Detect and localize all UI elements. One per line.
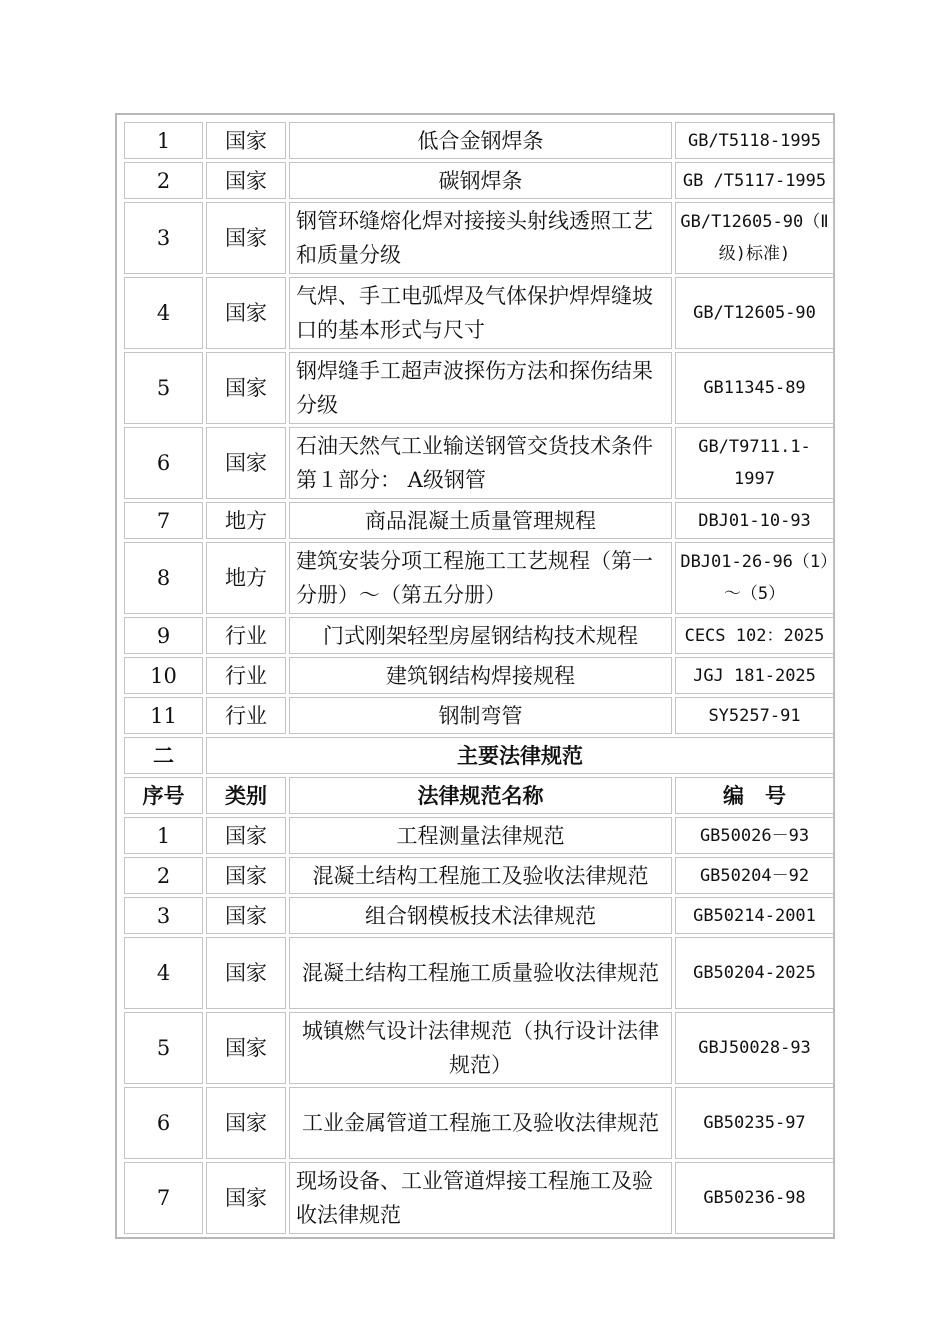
row-name: 混凝土结构工程施工及验收法律规范 xyxy=(289,857,672,894)
table-row xyxy=(124,1162,834,1234)
standards-document xyxy=(115,113,835,1239)
row-category: 国家 xyxy=(206,352,286,424)
table-row xyxy=(124,1087,834,1159)
row-name: 商品混凝土质量管理规程 xyxy=(289,502,672,539)
row-code: GB/T5118-1995 xyxy=(675,122,834,159)
row-code: GBJ50028-93 xyxy=(675,1012,834,1084)
row-category: 国家 xyxy=(206,1012,286,1084)
row-category: 国家 xyxy=(206,1162,286,1234)
row-number: 3 xyxy=(124,897,203,934)
row-code: GB11345-89 xyxy=(675,352,834,424)
row-number: 9 xyxy=(124,617,203,654)
header-name: 法律规范名称 xyxy=(289,777,672,814)
row-number: 4 xyxy=(124,277,203,349)
row-code: DBJ01-10-93 xyxy=(675,502,834,539)
row-category: 地方 xyxy=(206,542,286,614)
table-row xyxy=(124,427,834,499)
header-category: 类别 xyxy=(206,777,286,814)
row-code: DBJ01-26-96（1）～（5） xyxy=(675,542,834,614)
row-category: 国家 xyxy=(206,937,286,1009)
row-category: 行业 xyxy=(206,697,286,734)
table-row xyxy=(124,817,834,854)
row-category: 行业 xyxy=(206,617,286,654)
row-name: 城镇燃气设计法律规范（执行设计法律规范） xyxy=(289,1012,672,1084)
row-code: GB/T12605-90（Ⅱ级)标准) xyxy=(675,202,834,274)
row-number: 5 xyxy=(124,1012,203,1084)
table-row xyxy=(124,202,834,274)
row-code: JGJ 181-2025 xyxy=(675,657,834,694)
row-code: GB /T5117-1995 xyxy=(675,162,834,199)
row-name: 钢制弯管 xyxy=(289,697,672,734)
row-code: GB50235-97 xyxy=(675,1087,834,1159)
row-number: 8 xyxy=(124,542,203,614)
table-row xyxy=(124,857,834,894)
row-name: 组合钢模板技术法律规范 xyxy=(289,897,672,934)
row-name: 门式刚架轻型房屋钢结构技术规程 xyxy=(289,617,672,654)
row-code: CECS 102：2025 xyxy=(675,617,834,654)
row-category: 行业 xyxy=(206,657,286,694)
row-number: 1 xyxy=(124,122,203,159)
row-number: 6 xyxy=(124,427,203,499)
row-name: 建筑安装分项工程施工工艺规程（第一分册）～（第五分册） xyxy=(289,542,672,614)
standards-table xyxy=(121,119,837,1237)
row-category: 国家 xyxy=(206,817,286,854)
row-category: 国家 xyxy=(206,277,286,349)
row-code: GB/T12605-90 xyxy=(675,277,834,349)
row-number: 10 xyxy=(124,657,203,694)
table-row xyxy=(124,897,834,934)
table-row xyxy=(124,122,834,159)
row-category: 国家 xyxy=(206,1087,286,1159)
row-code: SY5257-91 xyxy=(675,697,834,734)
row-name: 低合金钢焊条 xyxy=(289,122,672,159)
row-code: GB50204－92 xyxy=(675,857,834,894)
table-row xyxy=(124,697,834,734)
row-name: 混凝土结构工程施工质量验收法律规范 xyxy=(289,937,672,1009)
row-name: 钢管环缝熔化焊对接接头射线透照工艺和质量分级 xyxy=(289,202,672,274)
row-category: 国家 xyxy=(206,202,286,274)
table-row xyxy=(124,1012,834,1084)
section-heading-row xyxy=(124,737,834,774)
row-name: 现场设备、工业管道焊接工程施工及验收法律规范 xyxy=(289,1162,672,1234)
row-number: 2 xyxy=(124,162,203,199)
table-row xyxy=(124,937,834,1009)
row-number: 6 xyxy=(124,1087,203,1159)
row-number: 7 xyxy=(124,502,203,539)
row-category: 国家 xyxy=(206,857,286,894)
row-category: 国家 xyxy=(206,427,286,499)
section-number: 二 xyxy=(124,737,203,774)
table-row xyxy=(124,162,834,199)
row-name: 钢焊缝手工超声波探伤方法和探伤结果分级 xyxy=(289,352,672,424)
row-category: 地方 xyxy=(206,502,286,539)
row-code: GB50204-2025 xyxy=(675,937,834,1009)
table-row xyxy=(124,542,834,614)
row-category: 国家 xyxy=(206,162,286,199)
row-category: 国家 xyxy=(206,122,286,159)
row-code: GB/T9711.1-1997 xyxy=(675,427,834,499)
row-number: 7 xyxy=(124,1162,203,1234)
row-name: 气焊、手工电弧焊及气体保护焊焊缝坡口的基本形式与尺寸 xyxy=(289,277,672,349)
row-name: 工业金属管道工程施工及验收法律规范 xyxy=(289,1087,672,1159)
header-no: 序号 xyxy=(124,777,203,814)
row-code: GB50214-2001 xyxy=(675,897,834,934)
table-header-row xyxy=(124,777,834,814)
row-number: 4 xyxy=(124,937,203,1009)
row-number: 3 xyxy=(124,202,203,274)
row-number: 1 xyxy=(124,817,203,854)
table-row xyxy=(124,277,834,349)
table-row xyxy=(124,617,834,654)
row-code: GB50236-98 xyxy=(675,1162,834,1234)
table-row xyxy=(124,657,834,694)
row-name: 工程测量法律规范 xyxy=(289,817,672,854)
row-number: 5 xyxy=(124,352,203,424)
row-number: 2 xyxy=(124,857,203,894)
row-name: 建筑钢结构焊接规程 xyxy=(289,657,672,694)
row-category: 国家 xyxy=(206,897,286,934)
row-name: 石油天然气工业输送钢管交货技术条件第１部分： A级钢管 xyxy=(289,427,672,499)
table-row xyxy=(124,352,834,424)
section-title: 主要法律规范 xyxy=(206,737,834,774)
table-row xyxy=(124,502,834,539)
header-code: 编 号 xyxy=(675,777,834,814)
row-number: 11 xyxy=(124,697,203,734)
row-code: GB50026－93 xyxy=(675,817,834,854)
row-name: 碳钢焊条 xyxy=(289,162,672,199)
